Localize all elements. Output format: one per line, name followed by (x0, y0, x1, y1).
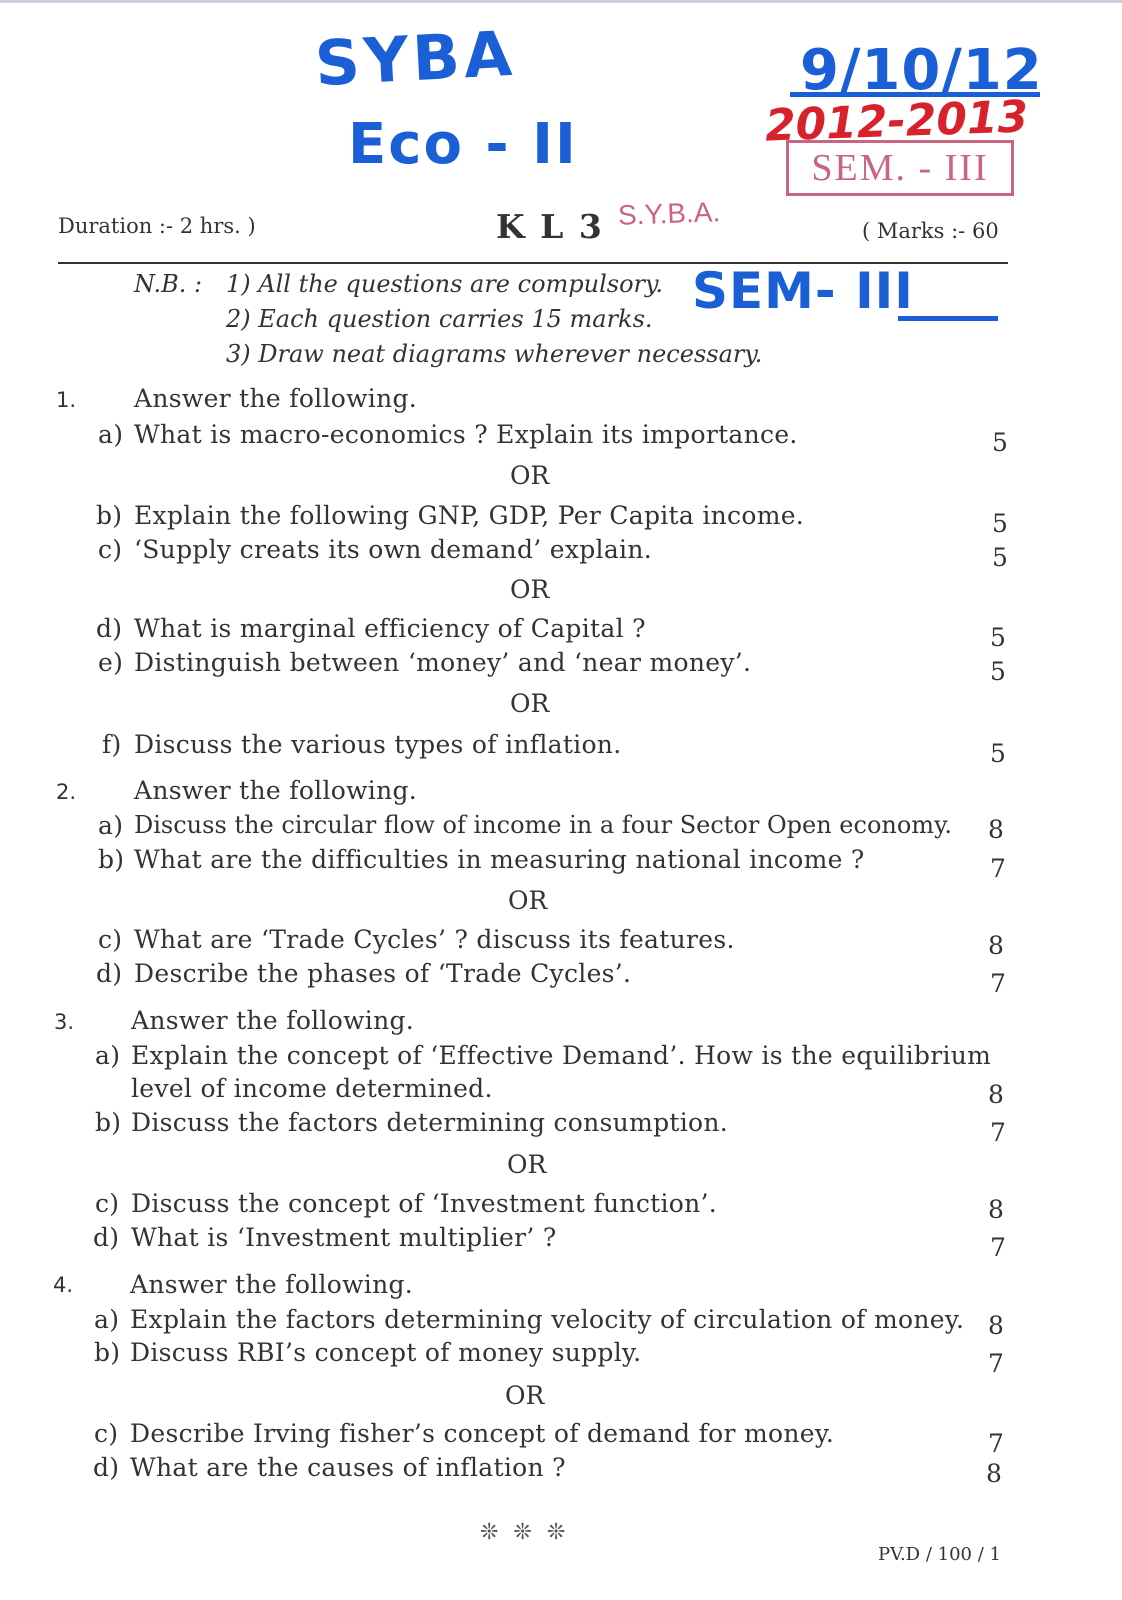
item-marks: 8 (988, 815, 1004, 844)
item-label: a) (94, 1305, 120, 1334)
item-label: c) (98, 925, 123, 954)
question-number: 2. (56, 780, 77, 804)
or-separator: OR (505, 1381, 545, 1410)
item-marks: 8 (986, 1459, 1002, 1488)
item-label: c) (94, 1419, 119, 1448)
handwritten-course: SYBA (313, 16, 518, 101)
item-marks: 5 (990, 739, 1006, 768)
or-separator: OR (510, 461, 550, 490)
question-number: 4. (53, 1273, 74, 1297)
item-text: Explain the following GNP, GDP, Per Capita income. (134, 501, 805, 530)
item-marks: 5 (992, 428, 1008, 457)
handwritten-date: 9/10/12 (800, 38, 1043, 103)
item-text: Explain the factors determining velocity of circulation of money. (130, 1305, 965, 1334)
nb-label: N.B. : (134, 270, 203, 298)
item-marks: 7 (988, 1349, 1004, 1378)
item-marks: 7 (990, 1118, 1006, 1147)
item-text: What is ‘Investment multiplier’ ? (131, 1223, 557, 1252)
item-text: Discuss the factors determining consumption. (131, 1108, 729, 1137)
item-text: Discuss RBI’s concept of money supply. (130, 1338, 642, 1367)
item-marks: 8 (988, 1311, 1004, 1340)
item-marks: 5 (992, 543, 1008, 572)
sem-stamp: SEM. - III (786, 140, 1014, 196)
item-marks: 8 (988, 931, 1004, 960)
item-text: What is marginal efficiency of Capital ? (134, 614, 646, 643)
item-text: Discuss the concept of ‘Investment function’. (131, 1189, 718, 1218)
item-text: Describe the phases of ‘Trade Cycles’. (134, 959, 632, 988)
item-label: c) (95, 1189, 120, 1218)
item-label: c) (98, 535, 123, 564)
header-rule (58, 262, 1008, 264)
item-label: f) (102, 730, 122, 759)
item-marks: 5 (992, 509, 1008, 538)
item-label: b) (98, 845, 125, 874)
total-marks: ( Marks :- 60 (862, 219, 999, 243)
end-ornament: ❊ ❊ ❊ (480, 1520, 570, 1545)
item-label: a) (95, 1041, 121, 1070)
item-marks: 7 (990, 969, 1006, 998)
item-marks: 5 (990, 623, 1006, 652)
handwritten-year: 2012-2013 (764, 91, 1029, 152)
item-text: Discuss the circular flow of income in a four Sector Open economy. (134, 811, 953, 839)
question-title: Answer the following. (134, 776, 418, 805)
sem-note-underline (898, 316, 998, 321)
question-number: 3. (54, 1010, 75, 1034)
item-marks: 5 (990, 657, 1006, 686)
item-text-continued: level of income determined. (131, 1074, 493, 1103)
item-marks: 8 (988, 1195, 1004, 1224)
item-text: ‘Supply creats its own demand’ explain. (134, 535, 652, 564)
question-title: Answer the following. (131, 1006, 415, 1035)
item-label: d) (96, 959, 123, 988)
item-text: What is macro-economics ? Explain its importance. (134, 420, 798, 449)
nb-item: 3) Draw neat diagrams wherever necessary. (226, 340, 763, 368)
handwritten-sem-note: SEM- III (692, 262, 914, 320)
item-text: What are the causes of inflation ? (130, 1453, 566, 1482)
nb-item: 2) Each question carries 15 marks. (226, 305, 653, 333)
item-label: a) (98, 420, 124, 449)
question-number: 1. (56, 388, 77, 412)
item-label: a) (98, 811, 124, 840)
item-label: b) (95, 1108, 122, 1137)
handwritten-subject: Eco - II (348, 112, 578, 177)
item-marks: 8 (988, 1080, 1004, 1109)
item-label: d) (93, 1223, 120, 1252)
or-separator: OR (508, 886, 548, 915)
item-marks: 7 (988, 1429, 1004, 1458)
scan-top-edge (0, 0, 1122, 3)
item-label: b) (94, 1338, 121, 1367)
footer-code: PV.D / 100 / 1 (878, 1544, 1001, 1565)
question-title: Answer the following. (130, 1270, 414, 1299)
item-text: Describe Irving fisher’s concept of demand for money. (130, 1419, 835, 1448)
item-text: What are ‘Trade Cycles’ ? discuss its features. (134, 925, 735, 954)
question-title: Answer the following. (134, 384, 418, 413)
item-label: d) (93, 1453, 120, 1482)
item-text: Explain the concept of ‘Effective Demand’. How is the equilibrium (131, 1041, 992, 1070)
item-label: d) (96, 614, 123, 643)
nb-item: 1) All the questions are compulsory. (226, 270, 664, 298)
duration: Duration :- 2 hrs. ) (58, 214, 256, 238)
item-marks: 7 (990, 1233, 1006, 1262)
syba-stamp: S.Y.B.A. (617, 196, 721, 231)
item-label: e) (98, 648, 124, 677)
item-label: b) (96, 501, 123, 530)
or-separator: OR (510, 575, 550, 604)
paper-code: K L 3 (496, 207, 604, 246)
item-text: What are the difficulties in measuring national income ? (134, 845, 865, 874)
item-marks: 7 (990, 854, 1006, 883)
item-text: Distinguish between ‘money’ and ‘near money’. (134, 648, 752, 677)
or-separator: OR (507, 1150, 547, 1179)
or-separator: OR (510, 689, 550, 718)
item-text: Discuss the various types of inflation. (134, 730, 622, 759)
